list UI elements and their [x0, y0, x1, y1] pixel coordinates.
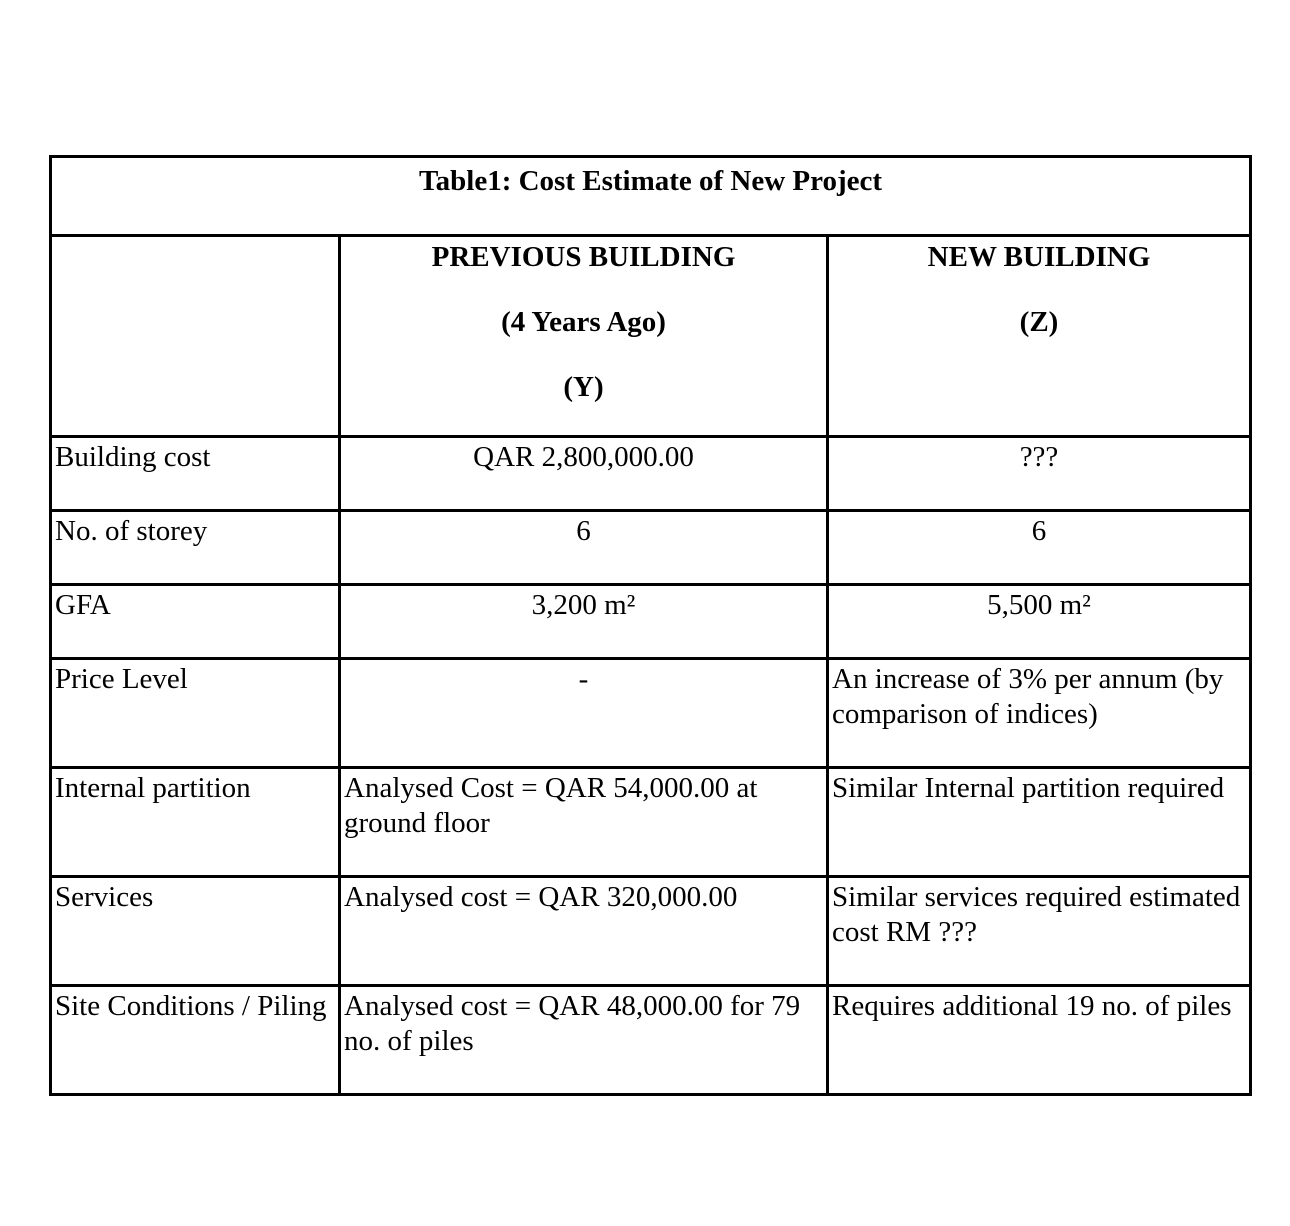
row-previous-value: 6 [340, 511, 828, 585]
row-label: No. of storey [51, 511, 340, 585]
table-row [51, 585, 1251, 659]
header-previous-line1: PREVIOUS BUILDING [431, 241, 736, 273]
table-row [51, 511, 1251, 585]
header-empty-cell [51, 236, 340, 437]
row-label: Services [51, 877, 340, 986]
table-row [51, 877, 1251, 986]
table-row [51, 659, 1251, 768]
table-row [51, 437, 1251, 511]
table-header-row [51, 236, 1251, 437]
row-previous-value: Analysed cost = QAR 320,000.00 [340, 877, 828, 986]
row-previous-value: QAR 2,800,000.00 [340, 437, 828, 511]
row-previous-value: - [340, 659, 828, 768]
header-new-building [828, 236, 1251, 437]
row-new-value: Requires additional 19 no. of piles [828, 986, 1251, 1095]
table-row [51, 986, 1251, 1095]
row-new-value: 5,500 m² [828, 585, 1251, 659]
row-label: Building cost [51, 437, 340, 511]
row-new-value: ??? [828, 437, 1251, 511]
row-new-value: 6 [828, 511, 1251, 585]
table-title: Table1: Cost Estimate of New Project [51, 157, 1251, 236]
table-row [51, 768, 1251, 877]
row-label: Site Conditions / Piling [51, 986, 340, 1095]
row-label: Price Level [51, 659, 340, 768]
row-previous-value: 3,200 m² [340, 585, 828, 659]
cost-estimate-table [49, 155, 1252, 1096]
header-previous-line2: (4 Years Ago) [501, 306, 666, 338]
row-previous-value: Analysed Cost = QAR 54,000.00 at ground floor [340, 768, 828, 877]
row-previous-value: Analysed cost = QAR 48,000.00 for 79 no. of piles [340, 986, 828, 1095]
row-new-value: An increase of 3% per annum (by comparison of indices) [828, 659, 1251, 768]
header-new-line2: (Z) [1019, 306, 1059, 338]
row-new-value: Similar services required estimated cost RM ??? [828, 877, 1251, 986]
header-new-line1: NEW BUILDING [927, 241, 1151, 273]
row-label: GFA [51, 585, 340, 659]
row-new-value: Similar Internal partition required [828, 768, 1251, 877]
table-title-row [51, 157, 1251, 236]
row-label: Internal partition [51, 768, 340, 877]
header-previous-building [340, 236, 828, 437]
header-previous-line3: (Y) [563, 371, 604, 403]
